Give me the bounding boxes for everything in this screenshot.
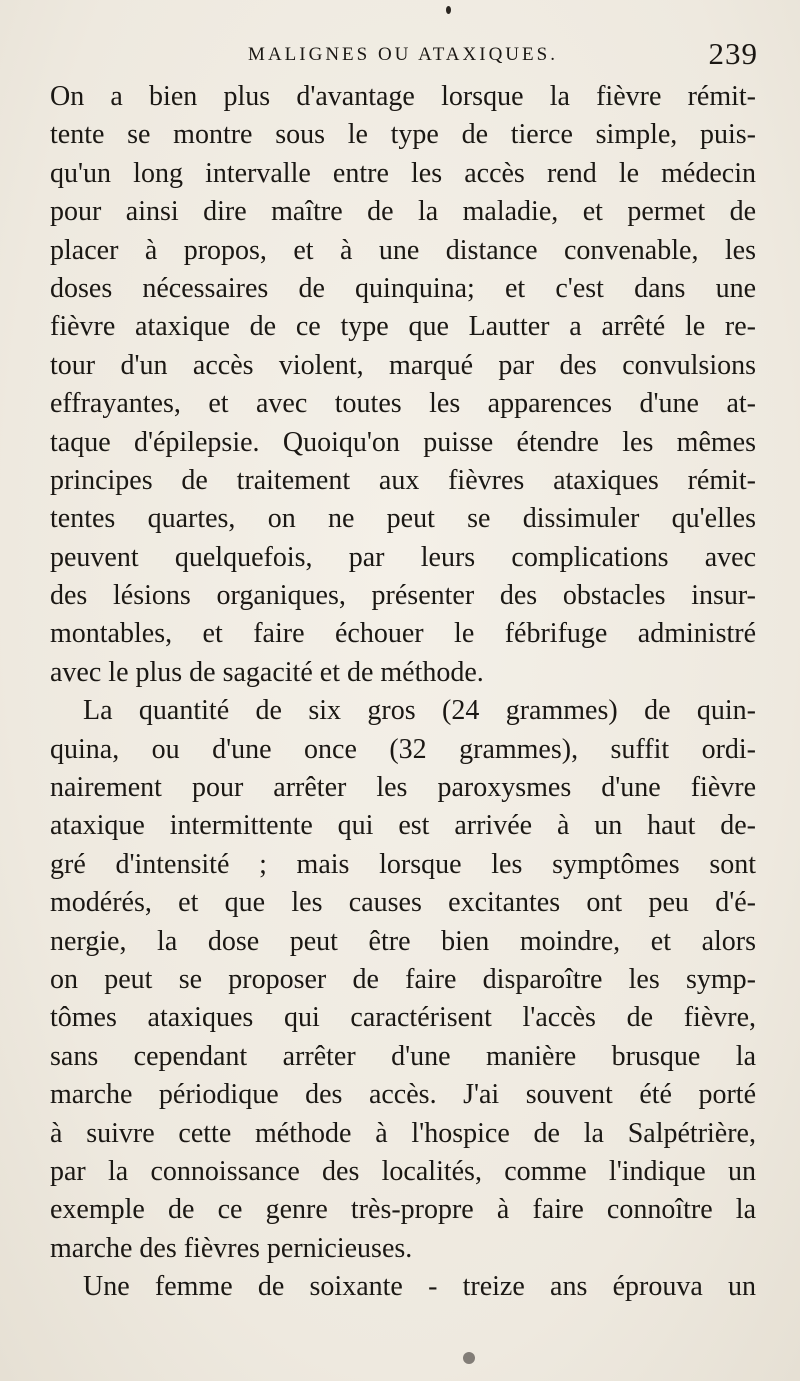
- text-line: nergie, la dose peut être bien moindre, et alors: [50, 925, 756, 957]
- text-line: à suivre cette méthode à l'hospice de la Salpétrière,: [50, 1117, 756, 1149]
- text-line: peuvent quelquefois, par leurs complications avec: [50, 541, 756, 573]
- text-line: tentes quartes, on ne peut se dissimuler qu'elles: [50, 503, 756, 535]
- text-line: modérés, et que les causes excitantes ont peu d'é-: [50, 887, 756, 919]
- text-line: tente se montre sous le type de tierce simple, puis-: [50, 119, 756, 151]
- text-line: des lésions organiques, présenter des obstacles insur-: [50, 580, 756, 612]
- text-line: On a bien plus d'avantage lorsque la fièvre rémit-: [50, 81, 756, 112]
- text-line: quina, ou d'une once (32 grammes), suffit ordi-: [50, 733, 756, 765]
- text-line: exemple de ce genre très-propre à faire connoître la: [50, 1194, 756, 1226]
- paragraph-1: [50, 78, 756, 692]
- text-line: marche périodique des accès. J'ai souvent été porté: [50, 1079, 756, 1111]
- text-line: tour d'un accès violent, marqué par des convulsions: [50, 349, 756, 381]
- text-line: marche des fièvres pernicieuses.: [50, 1232, 413, 1264]
- text-line: doses nécessaires de quinquina; et c'est dans une: [50, 272, 756, 304]
- text-line: par la connoissance des localités, comme l'indique un: [50, 1155, 756, 1187]
- text-line: qu'un long intervalle entre les accès rend le médecin: [50, 157, 756, 189]
- ink-speck: [463, 1352, 475, 1364]
- running-title: MALIGNES OU ATAXIQUES.: [248, 44, 558, 65]
- text-line: placer à propos, et à une distance convenable, les: [50, 234, 756, 266]
- paragraph-3: [50, 1268, 756, 1306]
- text-line: principes de traitement aux fièvres ataxiques rémit-: [50, 464, 756, 496]
- ink-speck: [446, 6, 451, 14]
- text-line: tômes ataxiques qui caractérisent l'accès de fièvre,: [50, 1002, 756, 1034]
- text-line: sans cependant arrêter d'une manière brusque la: [50, 1040, 756, 1072]
- text-line: Une femme de soixante - treize ans éprouva un: [83, 1271, 756, 1303]
- text-line: ataxique intermittente qui est arrivée à un haut de-: [50, 810, 756, 842]
- text-line: fièvre ataxique de ce type que Lautter a arrêté le re-: [50, 311, 756, 343]
- text-line: effrayantes, et avec toutes les apparences d'une at-: [50, 388, 756, 420]
- running-head: [48, 36, 758, 80]
- text-line: montables, et faire échouer le fébrifuge administré: [50, 618, 756, 650]
- text-line: nairement pour arrêter les paroxysmes d'une fièvre: [50, 772, 756, 804]
- text-line: on peut se proposer de faire disparoître les symp-: [50, 963, 756, 995]
- page-number: 239: [708, 36, 758, 71]
- text-line: gré d'intensité ; mais lorsque les symptômes sont: [50, 848, 756, 880]
- text-line: La quantité de six gros (24 grammes) de quin-: [83, 695, 756, 727]
- text-line: avec le plus de sagacité et de méthode.: [50, 656, 484, 688]
- body-text: [50, 78, 756, 1307]
- text-line: pour ainsi dire maître de la maladie, et permet de: [50, 196, 756, 228]
- text-line: taque d'épilepsie. Quoiqu'on puisse étendre les mêmes: [50, 426, 756, 458]
- paragraph-2: [50, 692, 756, 1268]
